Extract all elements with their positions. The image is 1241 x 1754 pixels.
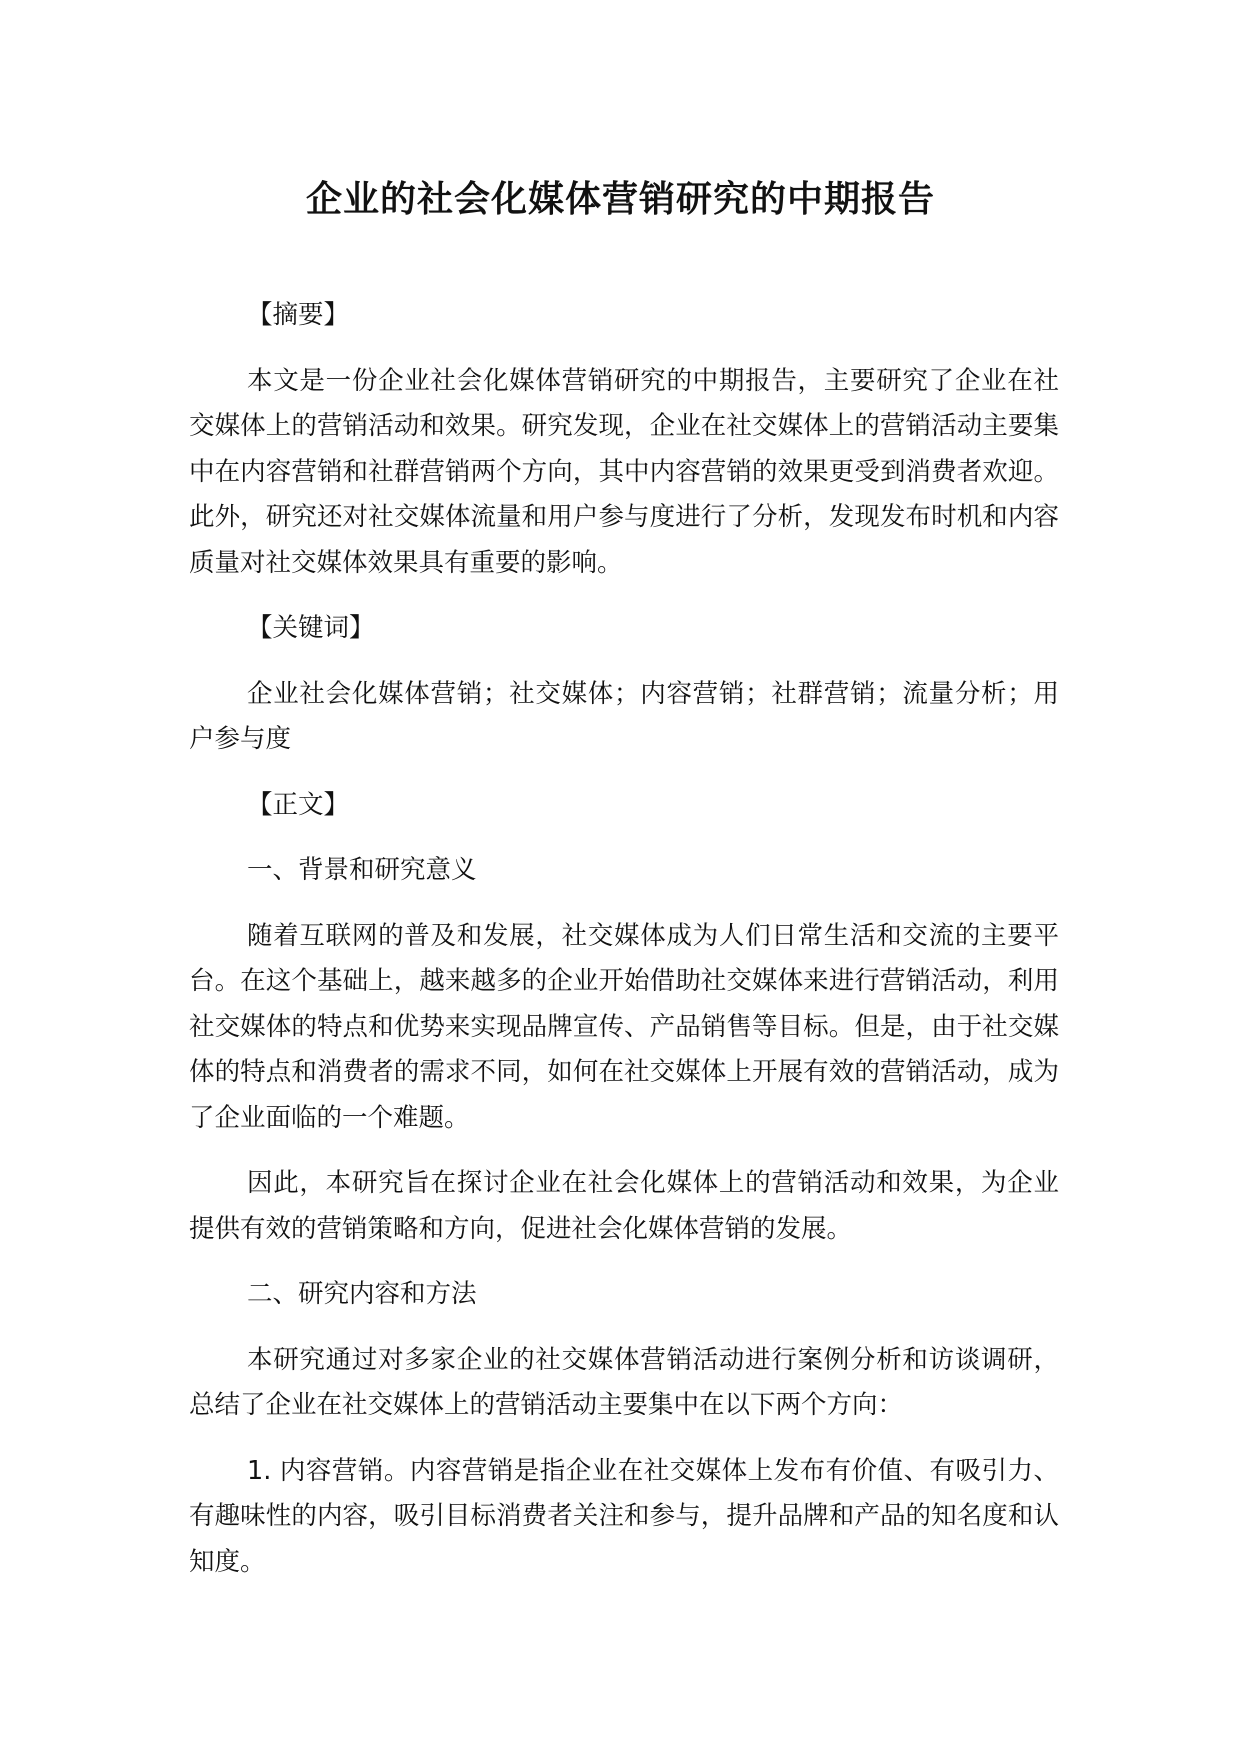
section1-paragraph-2: 因此，本研究旨在探讨企业在社会化媒体上的营销活动和效果，为企业提供有效的营销策略和方向，促进社会化媒体营销的发展。 [189,1168,1059,1244]
body-heading: 【正文】 [247,789,350,820]
keywords-heading: 【关键词】 [247,613,375,643]
abstract-paragraph: 本文是一份企业社会化媒体营销研究的中期报告，主要研究了企业在社交媒体上的营销活动和效果。研究发现，企业在社交媒体上的营销活动主要集中在内容营销和社群营销两个方向，其中内容营销的效果更受到消费者欢迎。此外，研究还对社交媒体流量和用户参与度进行了分析，发现发布时机和内容质量对社交媒体效果具有重要的影响。 [189,365,1059,578]
section2-list-item-1: 1. 内容营销。内容营销是指企业在社交媒体上发布有价值、有吸引力、有趣味性的内容，吸引目标消费者关注和参与，提升品牌和产品的知名度和认知度。 [189,1455,1059,1577]
document-body [189,293,1059,1605]
section2-heading: 二、研究内容和方法 [247,1279,477,1309]
section1-paragraph-1: 随着互联网的普及和发展，社交媒体成为人们日常生活和交流的主要平台。在这个基础上，越来越多的企业开始借助社交媒体来进行营销活动，利用社交媒体的特点和优势来实现品牌宣传、产品销售等目标。但是，由于社交媒体的特点和消费者的需求不同，如何在社交媒体上开展有效的营销活动，成为了企业面临的一个难题。 [189,920,1059,1133]
abstract-heading: 【摘要】 [247,300,350,330]
keywords-paragraph: 企业社会化媒体营销；社交媒体；内容营销；社群营销；流量分析；用户参与度 [189,678,1059,754]
section2-paragraph-1: 本研究通过对多家企业的社交媒体营销活动进行案例分析和访谈调研，总结了企业在社交媒体上的营销活动主要集中在以下两个方向： [189,1344,1059,1420]
document-title: 企业的社会化媒体营销研究的中期报告 [305,179,935,220]
section1-heading: 一、背景和研究意义 [247,855,477,885]
